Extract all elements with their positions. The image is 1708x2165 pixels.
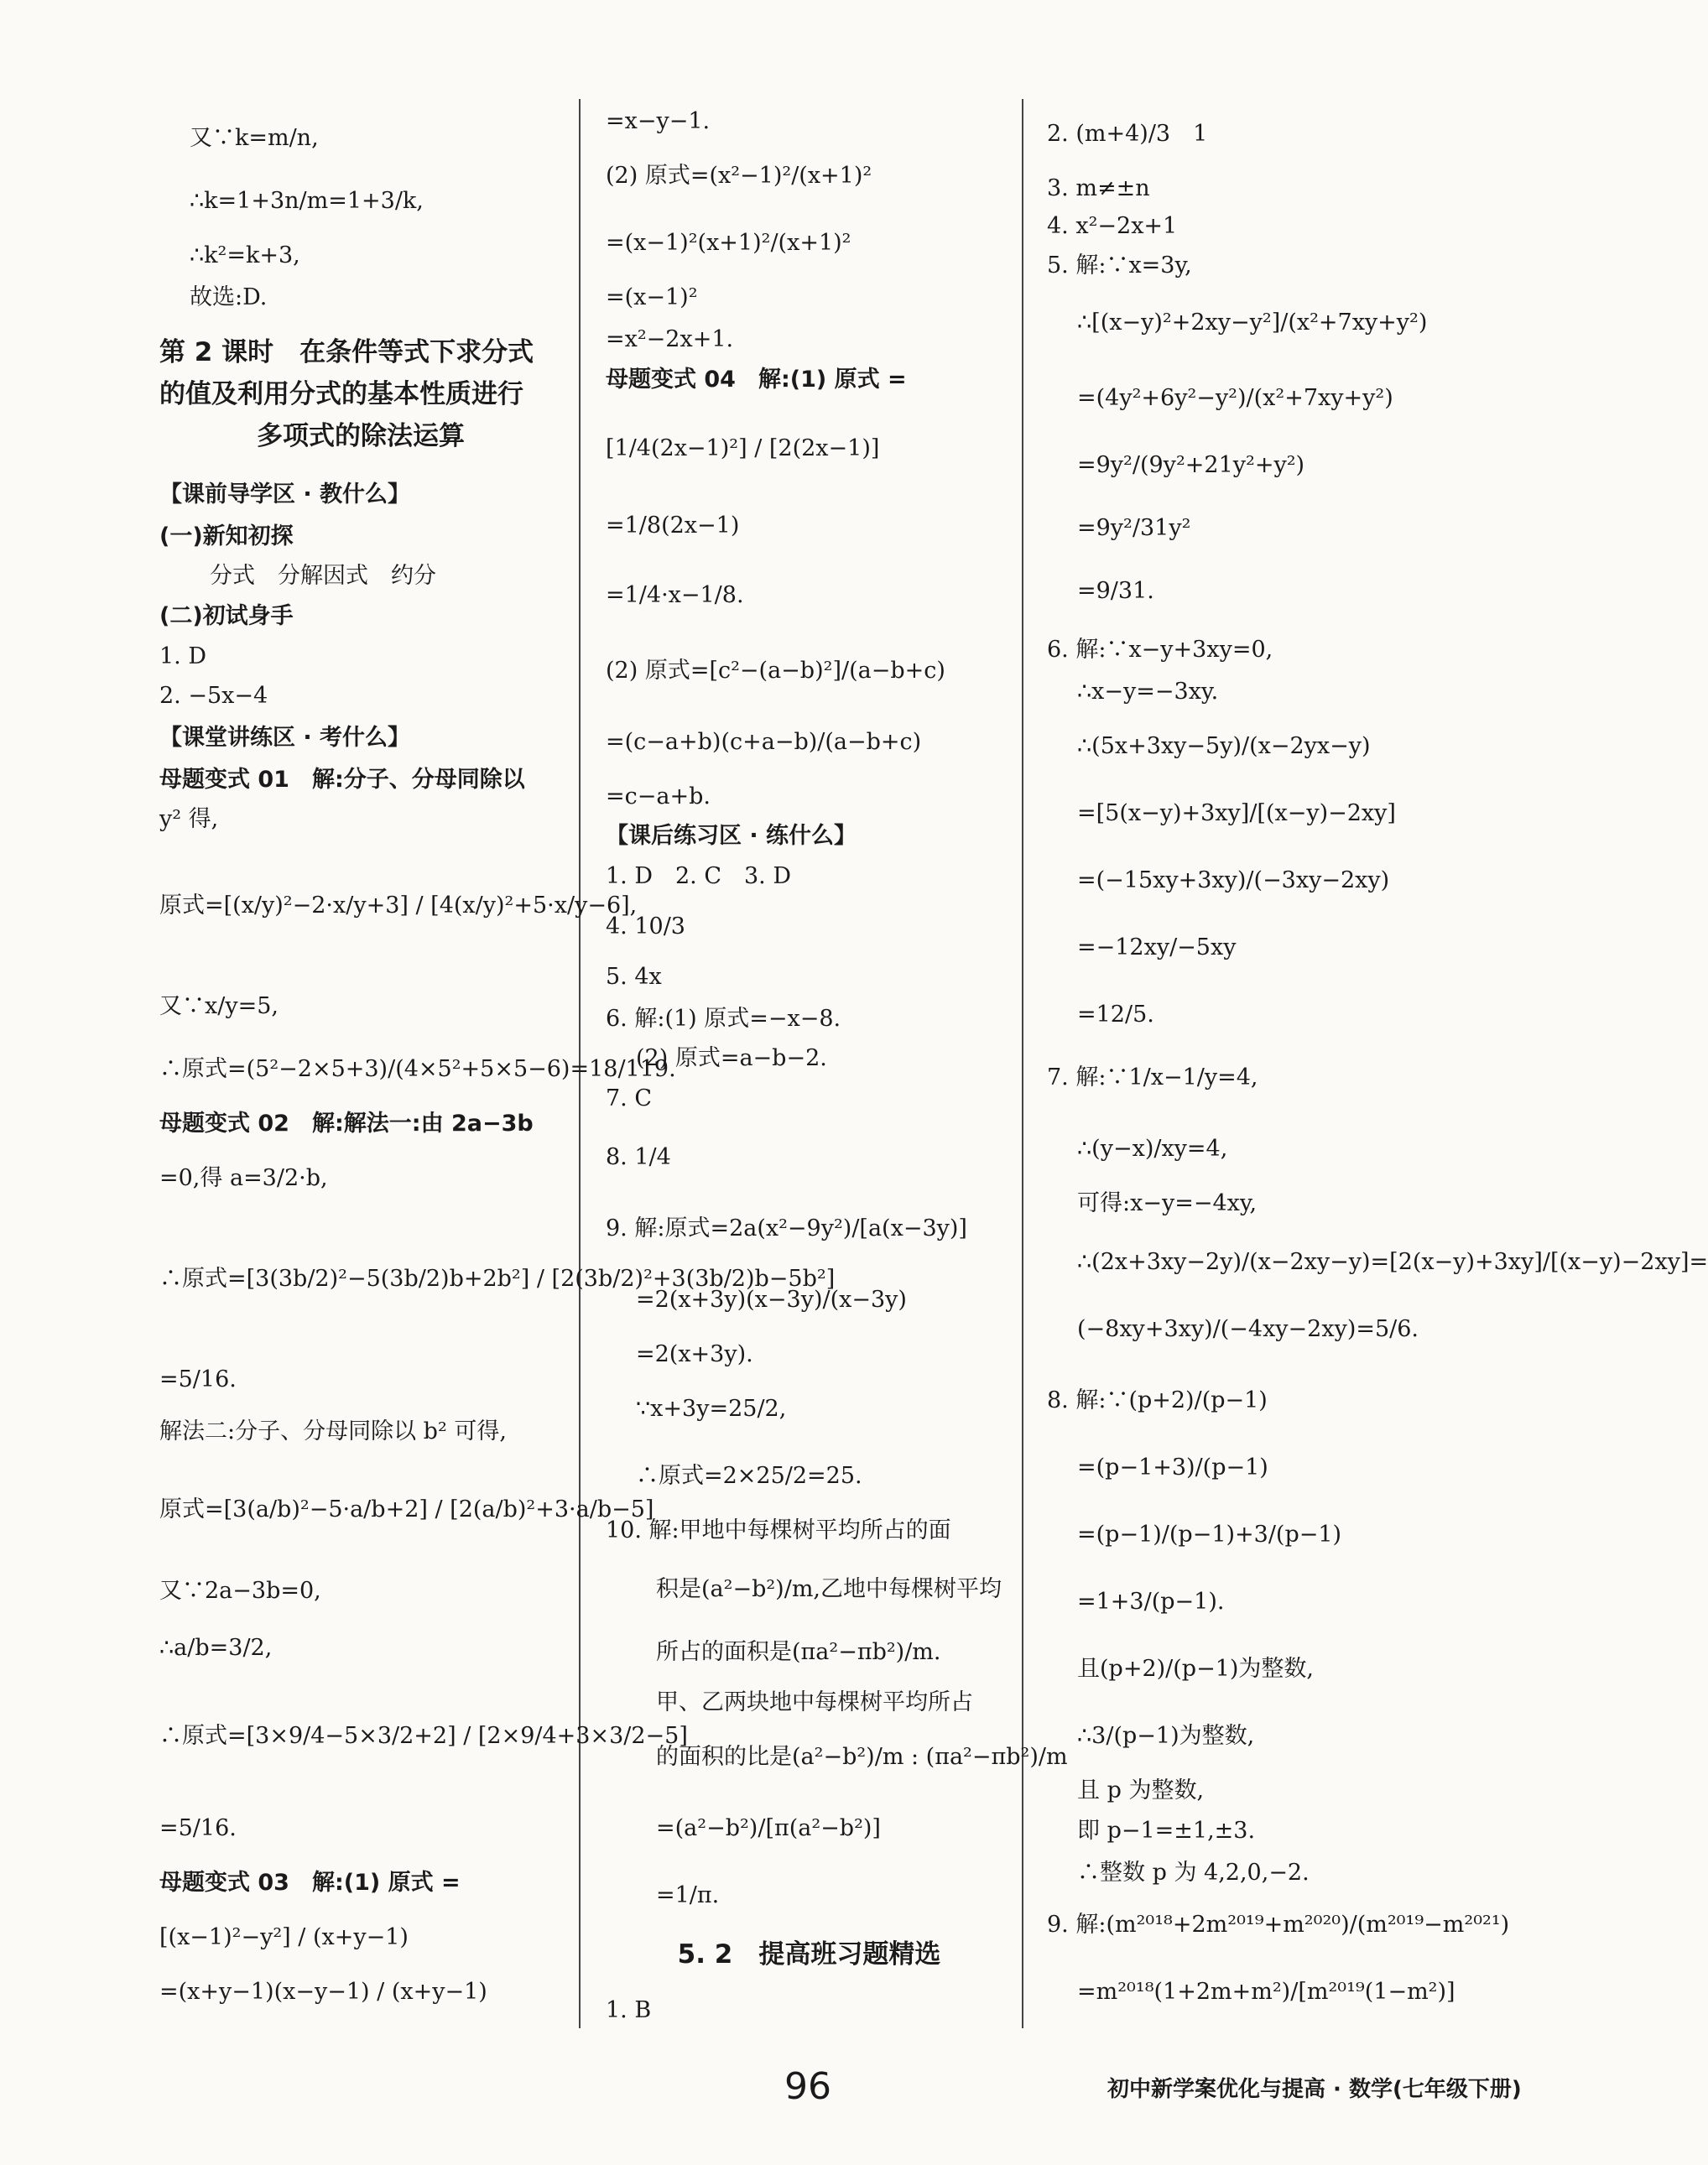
answer-line: ∴a/b=3/2, [159, 1635, 273, 1661]
column-divider-2 [1022, 99, 1023, 2028]
answer-line: =(x−1)² [606, 284, 698, 310]
answer-line: 2. (m+4)/3 1 [1047, 121, 1208, 147]
answer-line: 且(p+2)/(p−1)为整数, [1077, 1656, 1314, 1682]
answer-line: 原式=[3(a/b)²−5·a/b+2] / [2(a/b)²+3·a/b−5] [159, 1496, 654, 1522]
answer-line: =−12xy/−5xy [1077, 934, 1237, 960]
answer-line: 积是(a²−b²)/m,乙地中每棵树平均 [656, 1576, 1002, 1602]
answer-line: [(x−1)²−y²] / (x+y−1) [159, 1924, 409, 1950]
answer-line: ∴原式=2×25/2=25. [636, 1463, 862, 1489]
answer-line: =m²⁰¹⁸(1+2m+m²)/[m²⁰¹⁹(1−m²)] [1077, 1979, 1455, 2005]
answer-line: 3. m≠±n [1047, 175, 1150, 201]
answer-line: 4. 10/3 [606, 913, 685, 939]
answer-line: 可得:x−y=−4xy, [1077, 1190, 1258, 1216]
answer-line: ∵x+3y=25/2, [636, 1396, 787, 1422]
answer-line: 即 p−1=±1,±3. [1077, 1818, 1256, 1844]
answer-line: 7. 解:∵1/x−1/y=4, [1047, 1064, 1258, 1090]
answer-line: =1/π. [656, 1882, 720, 1908]
answer-line: =(−15xy+3xy)/(−3xy−2xy) [1077, 867, 1390, 893]
answer-line: =(c−a+b)(c+a−b)/(a−b+c) [606, 729, 922, 755]
answer-line: ∴(5x+3xy−5y)/(x−2yx−y) [1077, 733, 1371, 759]
answer-line: =5/16. [159, 1815, 237, 1841]
answer-line: (2) 原式=[c²−(a−b)²]/(a−b+c) [606, 658, 945, 684]
answer-line: =x−y−1. [606, 108, 711, 134]
answer-line: 6. 解:∵x−y+3xy=0, [1047, 637, 1273, 663]
answer-line: 6. 解:(1) 原式=−x−8. [606, 1006, 841, 1032]
answer-line: 1. B [606, 1997, 652, 2023]
answer-line: =(x−1)²(x+1)²/(x+1)² [606, 230, 851, 256]
answer-line: y² 得, [159, 806, 219, 832]
answer-line: ∴(2x+3xy−2y)/(x−2xy−y)=[2(x−y)+3xy]/[(x−y)−2xy]= [1077, 1249, 1708, 1275]
answer-line: 5. 解:∵x=3y, [1047, 252, 1192, 278]
answer-line: 1. D [159, 643, 206, 669]
answer-line: 又∵k=m/n, [190, 125, 319, 151]
answer-line: (2) 原式=(x²−1)²/(x+1)² [606, 163, 872, 189]
answer-line: =2(x+3y)(x−3y)/(x−3y) [636, 1287, 907, 1313]
answer-line: 又∵2a−3b=0, [159, 1578, 321, 1604]
answer-line: 7. C [606, 1085, 653, 1111]
answer-line: =[5(x−y)+3xy]/[(x−y)−2xy] [1077, 800, 1396, 826]
answer-line: =9/31. [1077, 578, 1154, 604]
answer-line: [1/4(2x−1)²] / [2(2x−1)] [606, 435, 880, 461]
answer-line: =(a²−b²)/[π(a²−b²)] [656, 1815, 881, 1841]
answer-line: =(p−1)/(p−1)+3/(p−1) [1077, 1522, 1342, 1548]
answer-line: 母题变式 04 解:(1) 原式 = [606, 367, 907, 393]
answer-line: 第 2 课时 在条件等式下求分式 [159, 337, 534, 367]
answer-line: =5/16. [159, 1366, 237, 1392]
answer-line: 母题变式 01 解:分子、分母同除以 [159, 767, 525, 793]
answer-line: 的面积的比是(a²−b²)/m : (πa²−πb²)/m [656, 1744, 1068, 1770]
answer-line: =1/4·x−1/8. [606, 582, 744, 608]
answer-line: (二)初试身手 [159, 603, 294, 629]
answer-line: 甲、乙两块地中每棵树平均所占 [656, 1689, 973, 1715]
answer-line: 原式=[(x/y)²−2·x/y+3] / [4(x/y)²+5·x/y−6], [159, 893, 638, 919]
answer-line: =2(x+3y). [636, 1341, 753, 1367]
answer-line: ∴原式=[3×9/4−5×3/2+2] / [2×9/4+3×3/2−5] [159, 1723, 688, 1749]
answer-line: ∴整数 p 为 4,2,0,−2. [1077, 1860, 1310, 1886]
answer-line: =1+3/(p−1). [1077, 1589, 1225, 1615]
answer-line: 5. 2 提高班习题精选 [677, 1939, 941, 1970]
answer-line: 【课堂讲练区 · 考什么】 [159, 725, 411, 751]
answer-line: 8. 解:∵(p+2)/(p−1) [1047, 1387, 1268, 1413]
answer-line: ∴x−y=−3xy. [1077, 679, 1219, 705]
answer-line: ∴原式=[3(3b/2)²−5(3b/2)b+2b²] / [2(3b/2)²+3(3b/2)b−5b²] [159, 1266, 836, 1292]
answer-line: (2) 原式=a−b−2. [636, 1045, 827, 1071]
answer-line: =(x+y−1)(x−y−1) / (x+y−1) [159, 1979, 487, 2005]
answer-line: 10. 解:甲地中每棵树平均所占的面 [606, 1517, 951, 1543]
answer-line: (一)新知初探 [159, 523, 294, 549]
answer-line: 母题变式 03 解:(1) 原式 = [159, 1870, 461, 1896]
answer-line: 5. 4x [606, 964, 662, 990]
answer-line: 1. D 2. C 3. D [606, 863, 791, 889]
answer-line: ∴原式=(5²−2×5+3)/(4×5²+5×5−6)=18/119. [159, 1056, 676, 1082]
answer-line: ∴(y−x)/xy=4, [1077, 1136, 1228, 1162]
answer-line: =0,得 a=3/2·b, [159, 1165, 328, 1191]
answer-line: 且 p 为整数, [1077, 1777, 1205, 1803]
answer-line: =1/8(2x−1) [606, 513, 740, 539]
answer-line: 4. x²−2x+1 [1047, 213, 1178, 239]
answer-line: 分式 分解因式 约分 [210, 563, 436, 589]
answer-line: 【课前导学区 · 教什么】 [159, 481, 411, 507]
answer-line: 所占的面积是(πa²−πb²)/m. [656, 1639, 941, 1665]
answer-line: =9y²/(9y²+21y²+y²) [1077, 452, 1305, 478]
book-title-footer: 初中新学案优化与提高 · 数学(七年级下册) [1107, 2077, 1522, 2102]
answer-line: (−8xy+3xy)/(−4xy−2xy)=5/6. [1077, 1316, 1419, 1342]
answer-line: 又∵x/y=5, [159, 993, 279, 1019]
answer-line: =9y²/31y² [1077, 515, 1191, 541]
answer-line: 母题变式 02 解:解法一:由 2a−3b [159, 1111, 534, 1137]
answer-line: ∴k²=k+3, [190, 242, 300, 268]
answer-line: 9. 解:(m²⁰¹⁸+2m²⁰¹⁹+m²⁰²⁰)/(m²⁰¹⁹−m²⁰²¹) [1047, 1912, 1510, 1938]
answer-line: 9. 解:原式=2a(x²−9y²)/[a(x−3y)] [606, 1215, 967, 1241]
answer-line: 的值及利用分式的基本性质进行 [159, 379, 523, 409]
answer-line: 解法二:分子、分母同除以 b² 可得, [159, 1418, 507, 1444]
answer-line: =c−a+b. [606, 783, 711, 809]
answer-line: ∴[(x−y)²+2xy−y²]/(x²+7xy+y²) [1077, 310, 1428, 336]
answer-line: 多项式的除法运算 [257, 421, 465, 451]
answer-line: =x²−2x+1. [606, 326, 734, 352]
answer-line: 故选:D. [190, 284, 268, 310]
answer-line: =12/5. [1077, 1002, 1154, 1028]
answer-line: ∴k=1+3n/m=1+3/k, [190, 188, 424, 214]
answer-line: =(4y²+6y²−y²)/(x²+7xy+y²) [1077, 385, 1393, 411]
page-number: 96 [784, 2065, 831, 2108]
answer-line: 【课后练习区 · 练什么】 [606, 823, 857, 849]
answer-line: 2. −5x−4 [159, 683, 268, 709]
answer-line: =(p−1+3)/(p−1) [1077, 1455, 1268, 1481]
answer-line: 8. 1/4 [606, 1144, 671, 1170]
answer-line: ∴3/(p−1)为整数, [1077, 1723, 1255, 1749]
